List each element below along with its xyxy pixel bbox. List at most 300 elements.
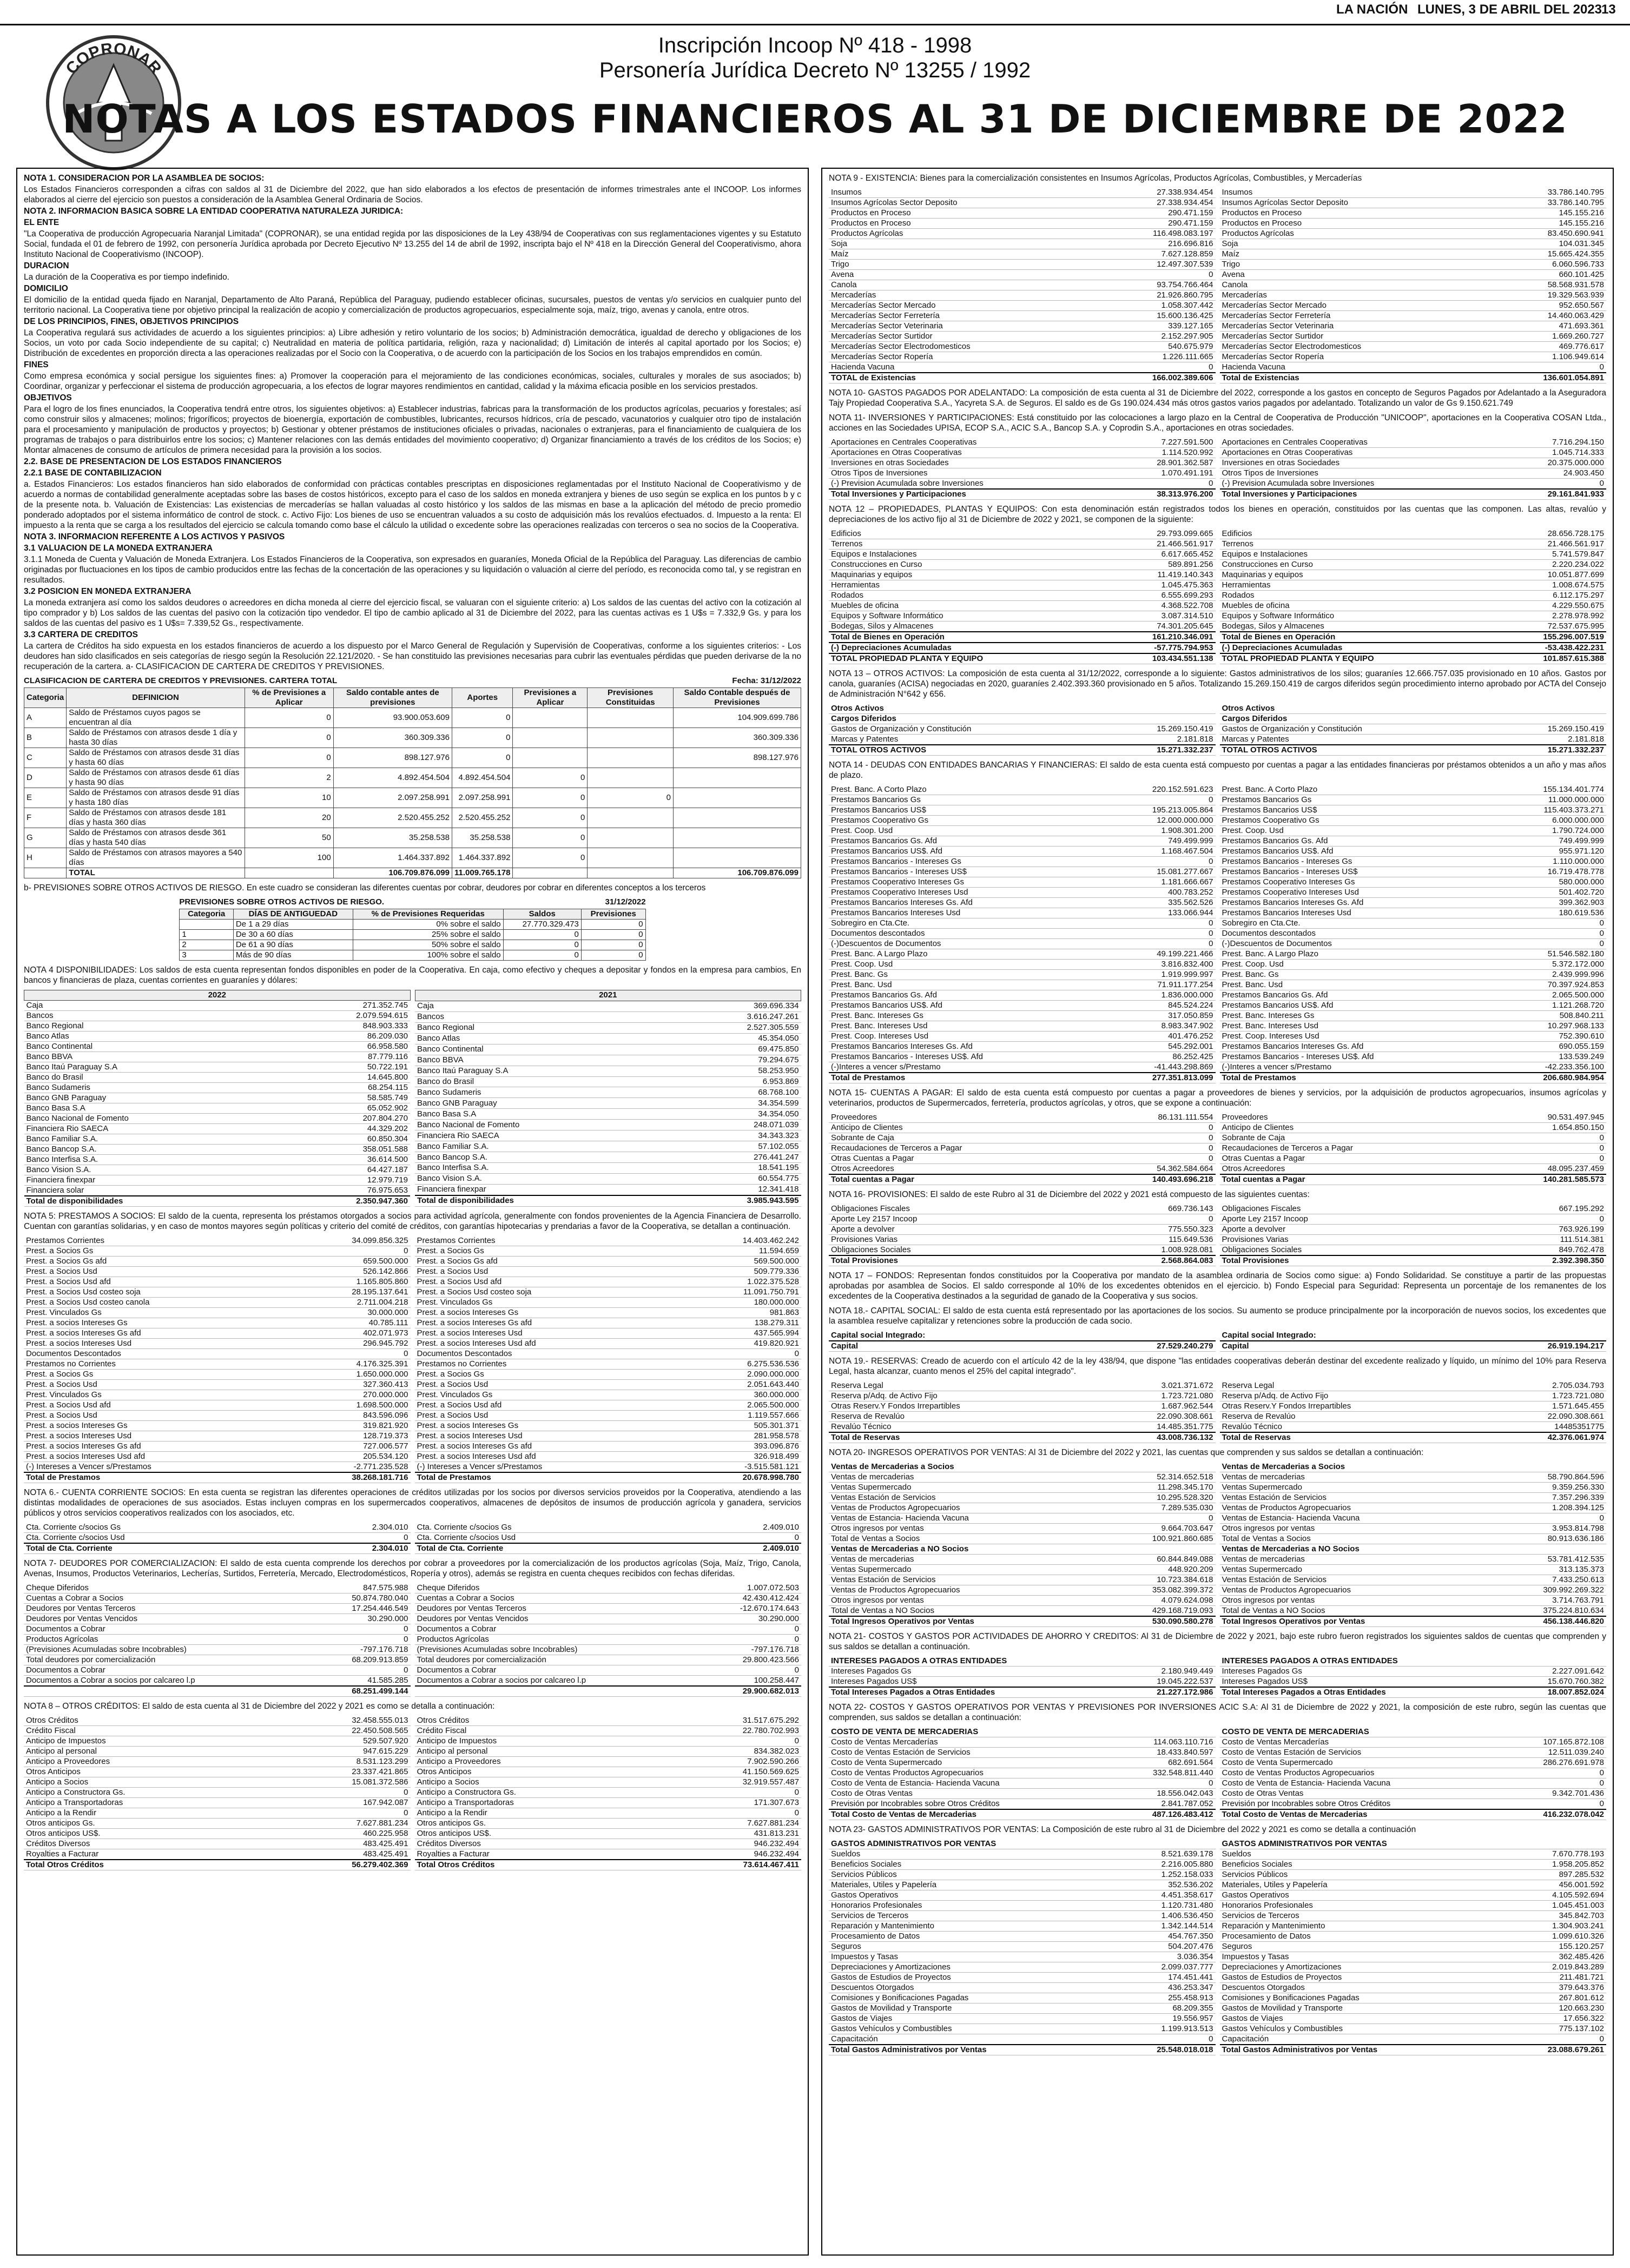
table-row: Ventas de Mercaderias a NO Socios <box>829 1544 1216 1555</box>
table-row: Financiera Rio SAECA 44.329.202 <box>24 1124 411 1134</box>
table-row: Deudores por Ventas Terceros -12.670.174.643 <box>415 1604 802 1614</box>
table-row: Sobregiro en Cta.Cte. 0 <box>829 918 1216 929</box>
table-row: Otras Cuentas a Pagar 0 <box>1220 1154 1607 1164</box>
table-row: Prest. Banc. Intereses Usd 8.983.347.902 <box>829 1021 1216 1031</box>
prestamos-2021-table <box>415 1236 802 1483</box>
table-row: Costo de Ventas Mercaderías 114.063.110.716 <box>829 1737 1216 1748</box>
table-row: Prestamos Bancarios - Intereses Gs 0 <box>829 857 1216 867</box>
table-row: Otros anticipos US$. 431.813.231 <box>415 1829 802 1839</box>
inscription-personeria: Personería Jurídica Decreto Nº 13255 / 1992 <box>599 58 1031 82</box>
table-row: Productos en Proceso 145.155.216 <box>1220 219 1607 229</box>
table-row: Servicios Públicos 897.285.532 <box>1220 1870 1607 1880</box>
table-row: Servicios Públicos 1.252.158.033 <box>829 1870 1216 1880</box>
table-row: Prest. a Socios Gs afd 569.500.000 <box>415 1257 802 1267</box>
table-row: Anticipo a la Rendir 0 <box>24 1808 411 1819</box>
table-row: Comisiones y Bonificaciones Pagadas 267.801.612 <box>1220 1993 1607 2003</box>
table-row: Costo de Venta Supermercado 286.276.691.978 <box>1220 1758 1607 1768</box>
total-row: Total Provisiones 2.392.398.350 <box>1220 1255 1607 1266</box>
ppe-2022-table <box>829 529 1216 664</box>
table-row: Sueldos 7.670.778.193 <box>1220 1849 1607 1860</box>
total-row: Total Intereses Pagados a Otras Entidades 18.007.852.024 <box>1220 1687 1607 1698</box>
table-row: Depreciaciones y Amortizaciones 2.099.037.777 <box>829 1962 1216 1973</box>
table-row: Productos en Proceso 290.471.159 <box>829 208 1216 219</box>
table-row: Otros Acreedores 54.362.584.664 <box>829 1164 1216 1175</box>
table-row: Ventas de Mercaderias a Socios <box>1220 1462 1607 1472</box>
table-row: Aportaciones en Centrales Cooperativas 7.716.294.150 <box>1220 438 1607 448</box>
table-row: Prest. a Socios Usd 327.360.413 <box>24 1380 411 1390</box>
table-row: Prestamos Cooperativo Intereses Usd 501.402.720 <box>1220 888 1607 898</box>
table-row: Prest. Vinculados Gs 30.000.000 <box>24 1308 411 1318</box>
table-row: Prest. a Socios Usd afd 1.165.805.860 <box>24 1277 411 1287</box>
table-row: Prest. a socios Intereses Gs 505.301.371 <box>415 1421 802 1431</box>
table-row: Anticipo de Clientes 0 <box>829 1123 1216 1133</box>
total-row: Total Inversiones y Participaciones 29.161.841.933 <box>1220 489 1607 500</box>
table-row: Honorarios Profesionales 1.120.731.480 <box>829 1901 1216 1911</box>
table-row: Prestamos Cooperativo Intereses Gs 1.181.666.667 <box>829 877 1216 888</box>
table-row: Provisiones Varias 115.649.536 <box>829 1235 1216 1245</box>
table-row: Mercaderías Sector Mercado 952.650.567 <box>1220 301 1607 311</box>
total-row: TOTAL PROPIEDAD PLANTA Y EQUIPO 101.857.615.388 <box>1220 653 1607 664</box>
table-row: Mercaderías 19.329.563.939 <box>1220 290 1607 301</box>
costos-2022-table <box>829 1727 1216 1820</box>
duracion-title: DURACION <box>24 261 69 270</box>
table-row: Prest. Banc. A Corto Plazo 155.134.401.774 <box>1220 785 1607 795</box>
table-row: 1 De 30 a 60 días 25% sobre el saldo 0 0 <box>180 930 645 940</box>
table-row: Insumos 27.338.934.454 <box>829 188 1216 198</box>
provisiones-2022-table <box>829 1204 1216 1266</box>
table-row: Provisiones Varias 111.514.381 <box>1220 1235 1607 1245</box>
total-row: Total Gastos Administrativos por Ventas 25.548.018.018 <box>829 2045 1216 2055</box>
table-row: Prest. Vinculados Gs 360.000.000 <box>415 1390 802 1400</box>
total-row: Total de Reservas 43.008.736.132 <box>829 1432 1216 1443</box>
table-row: Prest. a Socios Gs 1.650.000.000 <box>24 1370 411 1380</box>
table-row: (-)Interes a vencer s/Prestamo -42.233.356.100 <box>1220 1062 1607 1073</box>
table-row: Costo de Ventas Productos Agropecuarios 332.548.811.440 <box>829 1768 1216 1778</box>
table-row: Otros ingresos por ventas 4.079.624.098 <box>829 1596 1216 1606</box>
table-row: Materiales, Utiles y Papelería 352.536.202 <box>829 1880 1216 1890</box>
table-row: Muebles de oficina 4.229.550.675 <box>1220 601 1607 611</box>
table-row: Avena 0 <box>829 270 1216 280</box>
cartera-title: CLASIFICACION DE CARTERA DE CREDITOS Y PREVISIONES. CARTERA TOTAL <box>24 676 338 685</box>
table-row: Equipos e Instalaciones 6.617.665.452 <box>829 550 1216 560</box>
previsiones-title: PREVISIONES SOBRE OTROS ACTIVOS DE RIESGO. <box>179 897 385 907</box>
table-row: Banco Interfisa S.A. 36.614.500 <box>24 1155 411 1165</box>
table-row: Construcciones en Curso 589.891.256 <box>829 560 1216 570</box>
disponibilidades-2022-table: 2022 Caja 271.352.745 Bancos 2.079.594.615 Banco Regional 848.903.333 Banco Atlas 86.209.030 Banco Continental 66.958.580 Banco BBVA 87.779.116 Banco Itaú Paraguay S.A 50.722.191 Banco do Brasil 14.645.800 Banco Sudameris 68.254.115 Banco GNB Paraguay 58.585.749 Banco Basa S.A 65.052.902 Banco Nacional de Fomento 207.804.270 Financiera Rio SAECA 44.329.202 Banco Familiar S.A. 60.850.304 Banco Bancop S.A. 358.051.588 Banco Interfisa S.A. 36.614.500 Banco Vision S.A. 64.427.187 Financiera finexpar 12.979.719 Financiera solar 76.975.653 Total de disponibilidades 2.350.947.360 <box>24 990 411 1207</box>
table-row: COSTO DE VENTA DE MERCADERIAS <box>829 1727 1216 1737</box>
newspaper-header <box>0 0 1630 25</box>
svg-text:COPRONAR: COPRONAR <box>62 39 165 78</box>
nota-20-text: NOTA 20- INGRESOS OPERATIVOS POR VENTAS: Al 31 de Diciembre del 2022 y 2021, las cuentas que comprenden y sus saldos se detallan a continuación: <box>829 1448 1424 1457</box>
table-row: Deudores por Ventas Vencidos 30.290.000 <box>24 1614 411 1624</box>
table-row: (-) Intereses a Vencer s/Prestamos -2.771.235.528 <box>24 1462 411 1473</box>
nota-3-2-text: La moneda extranjera así como los saldos deudores o acreedores en dicha moneda al cierre del ejercicio fiscal, se valuaran con el siguiente criterio: a) Los saldos de las cuentas del activo con la cotización al tipo comprador y b) Los saldos de las cuentas del pasivo con la cotización tipo vendedor. El tipo de cambio aplicado al 31 de Diciembre del 2022, para las cuentas activas es 1 U$s = 7.332,9 Gs. y para los saldos de las cuentas del pasivo es 1 U$s= 7.339,52 Gs., respectivamente. <box>24 598 801 628</box>
table-row: Total deudores por comercialización 68.209.913.859 <box>24 1655 411 1665</box>
table-row: Ventas de mercaderias 53.781.412.535 <box>1220 1555 1607 1565</box>
table-row: Bodegas, Silos y Almacenes 72.537.675.995 <box>1220 621 1607 632</box>
nota-14-text: NOTA 14 - DEUDAS CON ENTIDADES BANCARIAS Y FINANCIERAS: El saldo de esta cuenta está compuesto por cuentas a pagar a las entidades financieras por préstamos obtenidos a un año y mas años de plazo. <box>829 761 1606 780</box>
table-row: Anticipo a Constructora Gs. 0 <box>415 1788 802 1798</box>
table-row: Cargos Diferidos <box>1220 714 1607 724</box>
table-row: Prest. a Socios Usd afd 2.065.500.000 <box>415 1400 802 1411</box>
table-row: Otras Reserv.Y Fondos Irrepartibles 1.571.645.455 <box>1220 1401 1607 1412</box>
table-row: Proveedores 90.531.497.945 <box>1220 1113 1607 1123</box>
nota-22-text: NOTA 22- COSTOS Y GASTOS OPERATIVOS POR VENTAS Y PREVISIONES POR INVERSIONES ACIC S.A: Al 31 de Diciembre de 2022 y 2021, la composición de este rubro, según las cuentas que comprenden, sus saldos se detallan a continuación: <box>829 1703 1606 1722</box>
table-row: Equipos y Software Informático 3.087.314.510 <box>829 611 1216 621</box>
table-row: Prest. a socios Intereses Gs 40.785.111 <box>24 1318 411 1328</box>
table-row: Prest. a socios Intereses Usd afd 419.820.921 <box>415 1339 802 1349</box>
total-row: Total Ingresos Operativos por Ventas 456.138.446.820 <box>1220 1616 1607 1627</box>
table-row: Ventas Estación de Servicios 7.357.296.339 <box>1220 1493 1607 1503</box>
table-row: Prest. a socios Intereses Usd 296.945.792 <box>24 1339 411 1349</box>
table-row: Caja 369.696.334 <box>415 1001 801 1011</box>
table-row: Prest. a Socios Gs 2.090.000.000 <box>415 1370 802 1380</box>
total-row: (-) Depreciaciones Acumuladas -53.438.422.231 <box>1220 643 1607 653</box>
table-row: Banco Continental 69.475.850 <box>415 1044 801 1055</box>
cuentas-pagar-2022-table <box>829 1113 1216 1185</box>
nota-3-2-title: 3.2 POSICION EN MONEDA EXTRANJERA <box>24 587 192 596</box>
domicilio-text: El domicilio de la entidad queda fijado en Naranjal, Departamento de Alto Paraná, República del Paraguay, pudiendo establecer oficinas, sucursales, puestos de ventas y/o servicios en cualquier punto del territorio nacional. La Cooperativa tiene por objetivo principal la realización de acopio y comercialización de productos agropecuarios, especialmente soja, maíz, trigo, avenas y canola, entre otros. <box>24 295 801 315</box>
table-row: Otros ingresos por ventas 3.953.814.798 <box>1220 1524 1607 1534</box>
table-row: Descuentos Otorgados 436.253.347 <box>829 1983 1216 1993</box>
table-row: Prest. Banc. Gs 1.919.999.997 <box>829 970 1216 980</box>
page-number: 13 <box>1601 2 1616 17</box>
table-row: Revalúo Técnico 14.485.351.775 <box>829 1422 1216 1433</box>
table-row: (Previsiones Acumuladas sobre Incobrables) -797.176.718 <box>415 1645 802 1655</box>
otros-creditos-tables <box>24 1716 801 1870</box>
table-row: Mercaderías Sector Surtidor 2.152.297.905 <box>829 332 1216 342</box>
table-row: Intereses Pagados US$ 19.045.222.537 <box>829 1677 1216 1688</box>
table-row: Prestamos Bancarios Intereses Gs. Afd 545.292.001 <box>829 1042 1216 1052</box>
nota-3-3-text: La cartera de Créditos ha sido expuesta en los estados financieros de acuerdo a los dispuesto por el Marco General de Regulación y Supervisión de Cooperativas, conforme a los siguientes criterios: - Los deudores han sido clasificados en seis categorías de riesgo según la Resolución 22.121/2020. - Se han constituido las previsiones necesarias para cubrir las eventuales pérdidas que pueden derivarse de la no recuperación de la cartera. a- CLASIFICACION DE CARTERA DE CREDITOS Y PREVISIONES. <box>24 642 801 671</box>
table-row: (-)Descuentos de Documentos 0 <box>1220 939 1607 949</box>
table-row: Ventas de mercaderias 60.844.849.088 <box>829 1555 1216 1565</box>
table-row: Soja 104.031.345 <box>1220 239 1607 249</box>
table-row: Otros Tipos de Inversiones 24.903.450 <box>1220 468 1607 479</box>
table-row: Otros ingresos por ventas 3.714.763.791 <box>1220 1596 1607 1606</box>
inversiones-2022-table <box>829 438 1216 500</box>
table-row: Ventas Supermercado 11.298.345.170 <box>829 1483 1216 1493</box>
table-row: Servicios de Terceros 1.406.536.450 <box>829 1911 1216 1921</box>
table-row: Prest. a Socios Gs afd 659.500.000 <box>24 1257 411 1267</box>
table-row: Marcas y Patentes 2.181.818 <box>1220 735 1607 745</box>
table-row: Prestamos Cooperativo Intereses Usd 400.783.252 <box>829 888 1216 898</box>
table-row: Productos en Proceso 145.155.216 <box>1220 208 1607 219</box>
table-row: Revalúo Técnico 14485351775 <box>1220 1422 1607 1433</box>
table-row: Cheque Diferidos 847.575.988 <box>24 1583 411 1593</box>
table-row: Mercaderías Sector Mercado 1.058.307.442 <box>829 301 1216 311</box>
disponibilidades-2021-table: 2021 Caja 369.696.334 Bancos 3.616.247.261 Banco Regional 2.527.305.559 Banco Atlas 45.354.050 Banco Continental 69.475.850 Banco BBVA 79.294.675 Banco Itaú Paraguay S.A 58.253.950 Banco do Brasil 6.953.869 Banco Sudameris 68.768.100 Banco GNB Paraguay 34.354.599 Banco Basa S.A 34.354.050 Banco Nacional de Fomento 248.071.039 Financiera Rio SAECA 34.343.323 Banco Familiar S.A. 57.102.055 Banco Bancop S.A. 276.441.247 Banco Interfisa S.A. 18.541.195 Banco Vision S.A. 60.554.775 Financiera finexpar 12.341.418 Total de disponibilidades 3.985.943.595 <box>415 990 802 1207</box>
table-row: Otros Créditos 31.517.675.292 <box>415 1716 802 1726</box>
table-row: Prestamos Bancarios - Intereses Gs 1.110.000.000 <box>1220 857 1607 867</box>
table-row: Gastos de Viajes 17.656.322 <box>1220 2014 1607 2024</box>
table-row: Mercaderías Sector Surtidor 1.669.260.727 <box>1220 332 1607 342</box>
duracion-text: La duración de la Cooperativa es por tiempo indefinido. <box>24 273 229 282</box>
table-row: Anticipo de Clientes 1.654.850.150 <box>1220 1123 1607 1133</box>
table-row: Prest. Coop. Intereses Usd 752.390.610 <box>1220 1031 1607 1042</box>
total-row: Total de Bienes en Operación 161.210.346.091 <box>829 632 1216 643</box>
table-row: Gastos Vehículos y Combustibles 775.137.102 <box>1220 2024 1607 2034</box>
table-row: Prest. a socios Intereses Gs afd 402.071.973 <box>24 1328 411 1339</box>
total-row: Total de Prestamos 20.678.998.780 <box>415 1472 802 1483</box>
table-row: Anticipo a la Rendir 0 <box>415 1808 802 1819</box>
nota-12-text: NOTA 12 – PROPIEDADES, PLANTAS Y EQUIPOS: Con esta denominación están registrados todos los bienes en operación, constituidos por las cuentas que las componen. Las altas, revalúo y depreciaciones de los activo fijo al 31 de Diciembre de 2022 y 2021, se componen de la siguiente: <box>829 505 1606 524</box>
table-row: Reserva p/Adq. de Activo Fijo 1.723.721.080 <box>1220 1391 1607 1401</box>
table-row: Aporte Ley 2157 Incoop 0 <box>1220 1214 1607 1225</box>
table-row: Aporte a devolver 763.926.199 <box>1220 1225 1607 1235</box>
nota-2-2-text: a. Estados Financieros: Los estados financieros han sido elaborados de conformidad con prácticas contables prescriptas en disposiciones reglamentadas por el Instituto Nacional de Cooperativismo y de acuerdo a normas de contabilidad generalmente aceptadas sobre las bases de costos históricos, excepto para el caso de los saldos en moneda extranjera y bienes de uso según se explica en los puntos b y c de la presente nota. b. Valuación de Existencias: Las existencias de mercaderías se hallan valuadas al costo histórico y los saldos de las mismas en base a la aplicación del método de precio promedio ponderado adoptados por el sistema informático de control de stock. c. Activo Fijo: Los bienes de uso se encuentran valuados a su costo de adquisición más los revalúos efectuados. d. Impuesto a la renta: El impuesto a la renta que se carga a los resultados del ejercicio se calcula tomando como base el cálculo la utilidad o excedente sobre las operaciones realizadas con terceros o sea no socios de la Cooperativa. <box>24 480 801 530</box>
table-row: Prestamos Bancarios Gs. Afd 2.065.500.000 <box>1220 990 1607 1001</box>
gastos-2022-table <box>829 1839 1216 2055</box>
table-row: Herramientas 1.008.674.575 <box>1220 580 1607 591</box>
nota-3-1-title: 3.1 VALUACION DE LA MONEDA EXTRANJERA <box>24 544 213 553</box>
table-row: Equipos y Software Informático 2.278.978.992 <box>1220 611 1607 621</box>
page-title: NOTAS A LOS ESTADOS FINANCIEROS AL 31 DE DICIEMBRE DE 2022 <box>62 96 1568 142</box>
otros-activos-2022-table <box>829 704 1216 756</box>
nota-2-2-subtitle: 2.2.1 BASE DE CONTABILIZACION <box>24 468 162 478</box>
table-row: Honorarios Profesionales 1.045.451.003 <box>1220 1901 1607 1911</box>
deudas-2021-table <box>1220 785 1607 1083</box>
table-row: Intereses Pagados US$ 15.670.760.382 <box>1220 1677 1607 1688</box>
table-row: Prest. Banc. Intereses Gs 317.050.859 <box>829 1011 1216 1021</box>
table-row: Rodados 6.112.175.297 <box>1220 591 1607 601</box>
table-row: Prest. Banc. Usd 71.911.177.254 <box>829 980 1216 990</box>
table-row: Costo de Ventas Mercaderías 107.165.872.108 <box>1220 1737 1607 1748</box>
table-row: Prestamos Bancarios Gs 11.000.000.000 <box>1220 795 1607 805</box>
table-row: Productos en Proceso 290.471.159 <box>829 219 1216 229</box>
table-row: Anticipo de Impuestos 529.507.920 <box>24 1736 411 1747</box>
table-row: Prestamos Bancarios Intereses Usd 133.066.944 <box>829 908 1216 918</box>
reservas-2022-table <box>829 1381 1216 1443</box>
table-row: Prestamos Bancarios Intereses Gs. Afd 399.362.903 <box>1220 898 1607 908</box>
fines-title: FINES <box>24 360 49 369</box>
table-row: Impuestos y Tasas 3.036.354 <box>829 1952 1216 1962</box>
table-row: Prest. a Socios Usd costeo soja 11.091.750.791 <box>415 1287 802 1298</box>
table-row: Total de Ventas a NO Socios 375.224.810.634 <box>1220 1606 1607 1617</box>
table-row: Costo de Ventas Productos Agropecuarios 0 <box>1220 1768 1607 1778</box>
nota-8-text: NOTA 8 – OTROS CRÉDITOS: El saldo de esta cuenta al 31 de Diciembre del 2022 y 2021 es como se detalla a continuación: <box>24 1702 495 1711</box>
table-row: Banco Atlas 86.209.030 <box>24 1031 411 1042</box>
reservas-2021-table <box>1220 1381 1607 1443</box>
total-row: TOTAL PROPIEDAD PLANTA Y EQUIPO 103.434.551.138 <box>829 653 1216 664</box>
table-row: Productos Agrícolas 116.498.083.197 <box>829 229 1216 239</box>
table-row: Cta. Corriente c/socios Usd 0 <box>415 1533 802 1544</box>
table-row: Prest. a socios Intereses Usd 128.719.373 <box>24 1431 411 1442</box>
table-row: Documentos Descontados 0 <box>24 1349 411 1359</box>
total-row: Total Provisiones 2.568.864.083 <box>829 1255 1216 1266</box>
table-row: Ventas de Mercaderias a Socios <box>829 1462 1216 1472</box>
table-row: Gastos de Estudios de Proyectos 211.481.721 <box>1220 1973 1607 1983</box>
table-row: Productos Agrícolas 0 <box>415 1635 802 1645</box>
total-row: Total de Existencias 136.601.054.891 <box>1220 373 1607 383</box>
nota-4-text: NOTA 4 DISPONIBILIDADES: Los saldos de esta cuenta representan fondos disponibles en poder de la Cooperativa. En caja, como efectivo y cheques a depositar y fondos en la empresa para cambios, En bancos y financieras de plaza, cuentas corrientes en guaraníes y dólares: <box>24 966 801 985</box>
table-row: Reserva de Revalúo 22.090.308.661 <box>829 1412 1216 1422</box>
table-row: Prestamos Bancarios US$. Afd 845.524.224 <box>829 1001 1216 1011</box>
table-row: Anticipo a Transportadoras 167.942.087 <box>24 1798 411 1808</box>
table-row: Marcas y Patentes 2.181.818 <box>829 735 1216 745</box>
table-row: Financiera Rio SAECA 34.343.323 <box>415 1130 801 1141</box>
total-row: Total de disponibilidades 2.350.947.360 <box>24 1196 411 1207</box>
table-row: Intereses Pagados Gs 2.180.949.449 <box>829 1667 1216 1677</box>
table-row: Capacitación 0 <box>829 2034 1216 2045</box>
table-row: Edificios 29.793.099.665 <box>829 529 1216 539</box>
table-row: Prestamos Bancarios - Intereses US$ 15.081.277.667 <box>829 867 1216 877</box>
table-row: Otros ingresos por ventas 9.664.703.647 <box>829 1524 1216 1534</box>
table-row: Maquinarias y equipos 11.419.140.343 <box>829 570 1216 580</box>
table-row: Otros Tipos de Inversiones 1.070.491.191 <box>829 468 1216 479</box>
table-row: Prest. a socios Intereses Usd afd 326.918.499 <box>415 1452 802 1462</box>
table-row: Previsión por Incobrables sobre Otros Créditos 0 <box>1220 1799 1607 1810</box>
table-row: (-) Intereses a Vencer s/Prestamos -3.515.581.121 <box>415 1462 802 1473</box>
table-row: Aporte Ley 2157 Incoop 0 <box>829 1214 1216 1225</box>
total-row: Total de Bienes en Operación 155.296.007.519 <box>1220 632 1607 643</box>
table-row: Canola 93.754.766.464 <box>829 280 1216 290</box>
table-row: Prest. Coop. Usd 1.790.724.000 <box>1220 826 1607 836</box>
table-row: INTERESES PAGADOS A OTRAS ENTIDADES <box>1220 1656 1607 1667</box>
table-row: Prest. Banc. A Largo Plazo 49.199.221.466 <box>829 949 1216 960</box>
newspaper-name: LA NACIÓN <box>1336 2 1408 17</box>
table-row: De 1 a 29 días 0% sobre el saldo 27.770.329.473 0 <box>180 920 645 930</box>
table-row: Cuentas a Cobrar a Socios 50.874.780.040 <box>24 1593 411 1604</box>
total-row: TOTAL de Existencias 166.002.389.606 <box>829 373 1216 383</box>
table-row: Cheque Diferidos 1.007.072.503 <box>415 1583 802 1593</box>
deudas-2022-table <box>829 785 1216 1083</box>
table-row: Cta. Corriente c/socios Gs 2.304.010 <box>24 1523 411 1533</box>
table-row: Documentos a Cobrar 0 <box>24 1665 411 1676</box>
table-row: Prest. a Socios Usd costeo soja 28.195.137.641 <box>24 1287 411 1298</box>
table-row: Banco do Brasil 6.953.869 <box>415 1076 801 1087</box>
table-row: Otros anticipos US$. 460.225.958 <box>24 1829 411 1839</box>
total-row: TOTAL OTROS ACTIVOS 15.271.332.237 <box>829 745 1216 756</box>
nota-21-text: NOTA 21- COSTOS Y GASTOS POR ACTIVIDADES DE AHORRO Y CREDITOS: Al 31 de Diciembre de 2022 y 2021, bajo este rubro fueron registrados los siguientes saldos de cuentas que comprenden y sus saldos se detallan a continuación. <box>829 1632 1606 1651</box>
table-row: Documentos a Cobrar 0 <box>415 1624 802 1635</box>
table-row: Banco Familiar S.A. 60.850.304 <box>24 1134 411 1145</box>
table-row: Banco Continental 66.958.580 <box>24 1042 411 1052</box>
table-row: F Saldo de Préstamos con atrasos desde 181 días y hasta 360 días 20 2.520.455.252 2.520.455.252 0 <box>24 808 801 828</box>
table-row: Insumos 33.786.140.795 <box>1220 188 1607 198</box>
table-row: Prest. Coop. Intereses Usd 401.476.252 <box>829 1031 1216 1042</box>
disponibilidades-tables <box>24 990 801 1207</box>
otros-activos-2021-table <box>1220 704 1607 756</box>
table-row: Construcciones en Curso 2.220.234.022 <box>1220 560 1607 570</box>
table-row: Gastos de Viajes 19.556.957 <box>829 2014 1216 2024</box>
table-row: Maíz 15.665.424.355 <box>1220 249 1607 260</box>
table-row: Maíz 7.627.128.859 <box>829 249 1216 260</box>
table-row: Terrenos 21.466.561.917 <box>829 539 1216 550</box>
table-row: Deudores por Ventas Terceros 17.254.446.549 <box>24 1604 411 1614</box>
table-row: Anticipo a Transportadoras 171.307.673 <box>415 1798 802 1808</box>
table-row: Banco Vision S.A. 64.427.187 <box>24 1165 411 1175</box>
table-row: Reparación y Mantenimiento 1.304.903.241 <box>1220 1921 1607 1932</box>
table-row: Gastos de Organización y Constitución 15.269.150.419 <box>1220 724 1607 735</box>
table-row: Crédito Fiscal 22.780.702.993 <box>415 1726 802 1736</box>
objetivos-title: OBJETIVOS <box>24 393 72 402</box>
table-row: Cuentas a Cobrar a Socios 42.430.412.424 <box>415 1593 802 1604</box>
table-row: Costo de Venta Supermercado 682.691.564 <box>829 1758 1216 1768</box>
table-row: Terrenos 21.466.561.917 <box>1220 539 1607 550</box>
table-row: Inversiones en otras Sociedades 20.375.000.000 <box>1220 458 1607 468</box>
table-row: Anticipo a Socios 32.919.557.487 <box>415 1777 802 1788</box>
table-row: Intereses Pagados Gs 2.227.091.642 <box>1220 1667 1607 1677</box>
table-row: Hacienda Vacuna 0 <box>829 362 1216 373</box>
table-row: COSTO DE VENTA DE MERCADERIAS <box>1220 1727 1607 1737</box>
table-row: Prest. a socios Intereses Gs 981.863 <box>415 1308 802 1318</box>
table-row: (-) Prevision Acumulada sobre Inversiones 0 <box>1220 479 1607 490</box>
table-row: Documentos a Cobrar a socios por calcareo l.p 100.258.447 <box>415 1676 802 1687</box>
table-row: Recaudaciones de Terceros a Pagar 0 <box>829 1143 1216 1154</box>
total-row: 68.251.499.144 <box>24 1686 411 1697</box>
table-row: C Saldo de Préstamos con atrasos desde 31 días y hasta 60 días 0 898.127.976 0 898.127.976 <box>24 748 801 768</box>
table-row: Ventas Supermercado 448.920.209 <box>829 1565 1216 1575</box>
table-row: Gastos de Movilidad y Transporte 68.209.355 <box>829 2003 1216 2014</box>
table-row: Inversiones en otras Sociedades 28.901.362.587 <box>829 458 1216 468</box>
otros-creditos-2021-table <box>415 1716 802 1870</box>
prestamos-tables <box>24 1236 801 1483</box>
table-row: Ventas de mercaderias 52.314.652.518 <box>829 1472 1216 1483</box>
ente-title: EL ENTE <box>24 218 60 227</box>
table-row: Aportaciones en Otras Cooperativas 1.114.520.992 <box>829 448 1216 458</box>
table-row: Depreciaciones y Amortizaciones 2.019.843.289 <box>1220 1962 1607 1973</box>
table-row: Servicios de Terceros 345.842.703 <box>1220 1911 1607 1921</box>
table-row: Documentos Descontados 0 <box>415 1349 802 1359</box>
inversiones-tables <box>829 438 1606 500</box>
nota-5-text: NOTA 5: PRESTAMOS A SOCIOS: El saldo de la cuenta, representa los préstamos otorgados a socios para actividad agrícola, generalmente con fondos provenientes de la Agencia Financiera de Desarrollo. Cuentan con garantías solidarias, y en caso de montos mayores según políticas y criterio del comité de créditos, con garantías hipotecarias y prendarias a favor de la Cooperativa, se detallan a continuación. <box>24 1212 801 1231</box>
table-row: Ventas Estación de Servicios 7.433.250.613 <box>1220 1575 1607 1585</box>
domicilio-title: DOMICILIO <box>24 284 68 293</box>
nota-1-text: Los Estados Financieros corresponden a cifras con saldos al 31 de Diciembre del 2022, que han sido elaborados a los efectos de presentación de informes trimestrales ante el INCOOP. Los informes elaborados al cierre del ejercicio son puestos a consideración de la Asamblea General Ordinaria de Socios. <box>24 185 801 204</box>
table-row: Maquinarias y equipos 10.051.877.699 <box>1220 570 1607 580</box>
table-row: Mercaderías Sector Electrodomesticos 540.675.979 <box>829 342 1216 352</box>
ctacte-tables <box>24 1523 801 1554</box>
ctacte-2021-table <box>415 1523 802 1554</box>
previsiones-table: Categoria DÍAS DE ANTIGUEDAD % de Previsiones Requeridas Saldos Previsiones De 1 a 29 días 0% sobre el saldo 27.770.329.473 0 1 De 30 a 60 días 25% sobre el saldo 0 0 2 De 61 a 90 días 50% sobre el saldo 0 0 3 Más de 90 días 100% sobre el saldo 0 0 <box>179 909 645 961</box>
deudores-tables <box>24 1583 801 1697</box>
table-row: 2 De 61 a 90 días 50% sobre el saldo 0 0 <box>180 940 645 950</box>
table-row: Prest. a socios Intereses Gs afd 393.096.876 <box>415 1442 802 1452</box>
table-row: B Saldo de Préstamos con atrasos desde 1 día y hasta 30 días 0 360.309.336 0 360.309.336 <box>24 728 801 748</box>
provisiones-tables <box>829 1204 1606 1266</box>
table-row: Banco Itaú Paraguay S.A 58.253.950 <box>415 1066 801 1076</box>
table-row: (-)Interes a vencer s/Prestamo -41.443.298.869 <box>829 1062 1216 1073</box>
nota-9-text: NOTA 9 - EXISTENCIA: Bienes para la comercialización consistentes en Insumos Agrícolas, Productos Agrícolas, Combustibles, y Mercaderías <box>829 174 1362 183</box>
table-row: Ventas de Productos Agropecuarios 353.082.399.372 <box>829 1585 1216 1596</box>
prestamos-2022-table <box>24 1236 411 1483</box>
ctacte-2022-table <box>24 1523 411 1554</box>
table-row: Total de Ventas a Socios 80.913.636.186 <box>1220 1534 1607 1544</box>
table-row: Edificios 28.656.728.175 <box>1220 529 1607 539</box>
table-row: Banco Itaú Paraguay S.A 50.722.191 <box>24 1062 411 1073</box>
total-row: Total Intereses Pagados a Otras Entidades 21.227.172.986 <box>829 1687 1216 1698</box>
nota-17-text: NOTA 17 – FONDOS: Representan fondos constituidos por la Cooperativa por mandato de la asamblea ordinaria de Socios como sigue: a) Fondo Solidaridad. Se constituye a partir de las propuestas aprobadas por asamblea de Socios. El saldo corresponde al 10% de los excedentes obtenidos en el ejercicio. b) Fondo Especial para Seguridad: Representa un porcentaje de los remanentes de los excedentes de la Cooperativa destinados a la seguridad de ganado de la Cooperativa y sus socios. <box>829 1271 1606 1301</box>
table-row: Costo de Otras Ventas 18.556.042.043 <box>829 1789 1216 1799</box>
table-row: Banco Atlas 45.354.050 <box>415 1033 801 1044</box>
table-row: Mercaderías Sector Ropería 1.226.111.665 <box>829 352 1216 362</box>
total-row: Total de Cta. Corriente 2.409.010 <box>415 1543 802 1554</box>
table-row: Ventas de mercaderias 58.790.864.596 <box>1220 1472 1607 1483</box>
table-row: Gastos Operativos 4.105.592.694 <box>1220 1890 1607 1901</box>
total-row: Total Costo de Ventas de Mercaderias 416.232.078.042 <box>1220 1809 1607 1820</box>
table-row: Ventas de Productos Agropecuarios 7.289.535.030 <box>829 1503 1216 1513</box>
table-row: Documentos descontados 0 <box>1220 929 1607 939</box>
right-column <box>821 168 1614 2256</box>
table-row: Reserva Legal 3.021.371.672 <box>829 1381 1216 1391</box>
table-row: Prestamos no Corrientes 4.176.325.391 <box>24 1359 411 1370</box>
table-row: Prest. a Socios Usd 843.596.096 <box>24 1411 411 1421</box>
table-row: Prestamos Bancarios Gs 0 <box>829 795 1216 805</box>
table-row: Obligaciones Fiscales 669.736.143 <box>829 1204 1216 1214</box>
table-row: Materiales, Utiles y Papelería 456.001.592 <box>1220 1880 1607 1890</box>
ingresos-tables <box>829 1462 1606 1627</box>
